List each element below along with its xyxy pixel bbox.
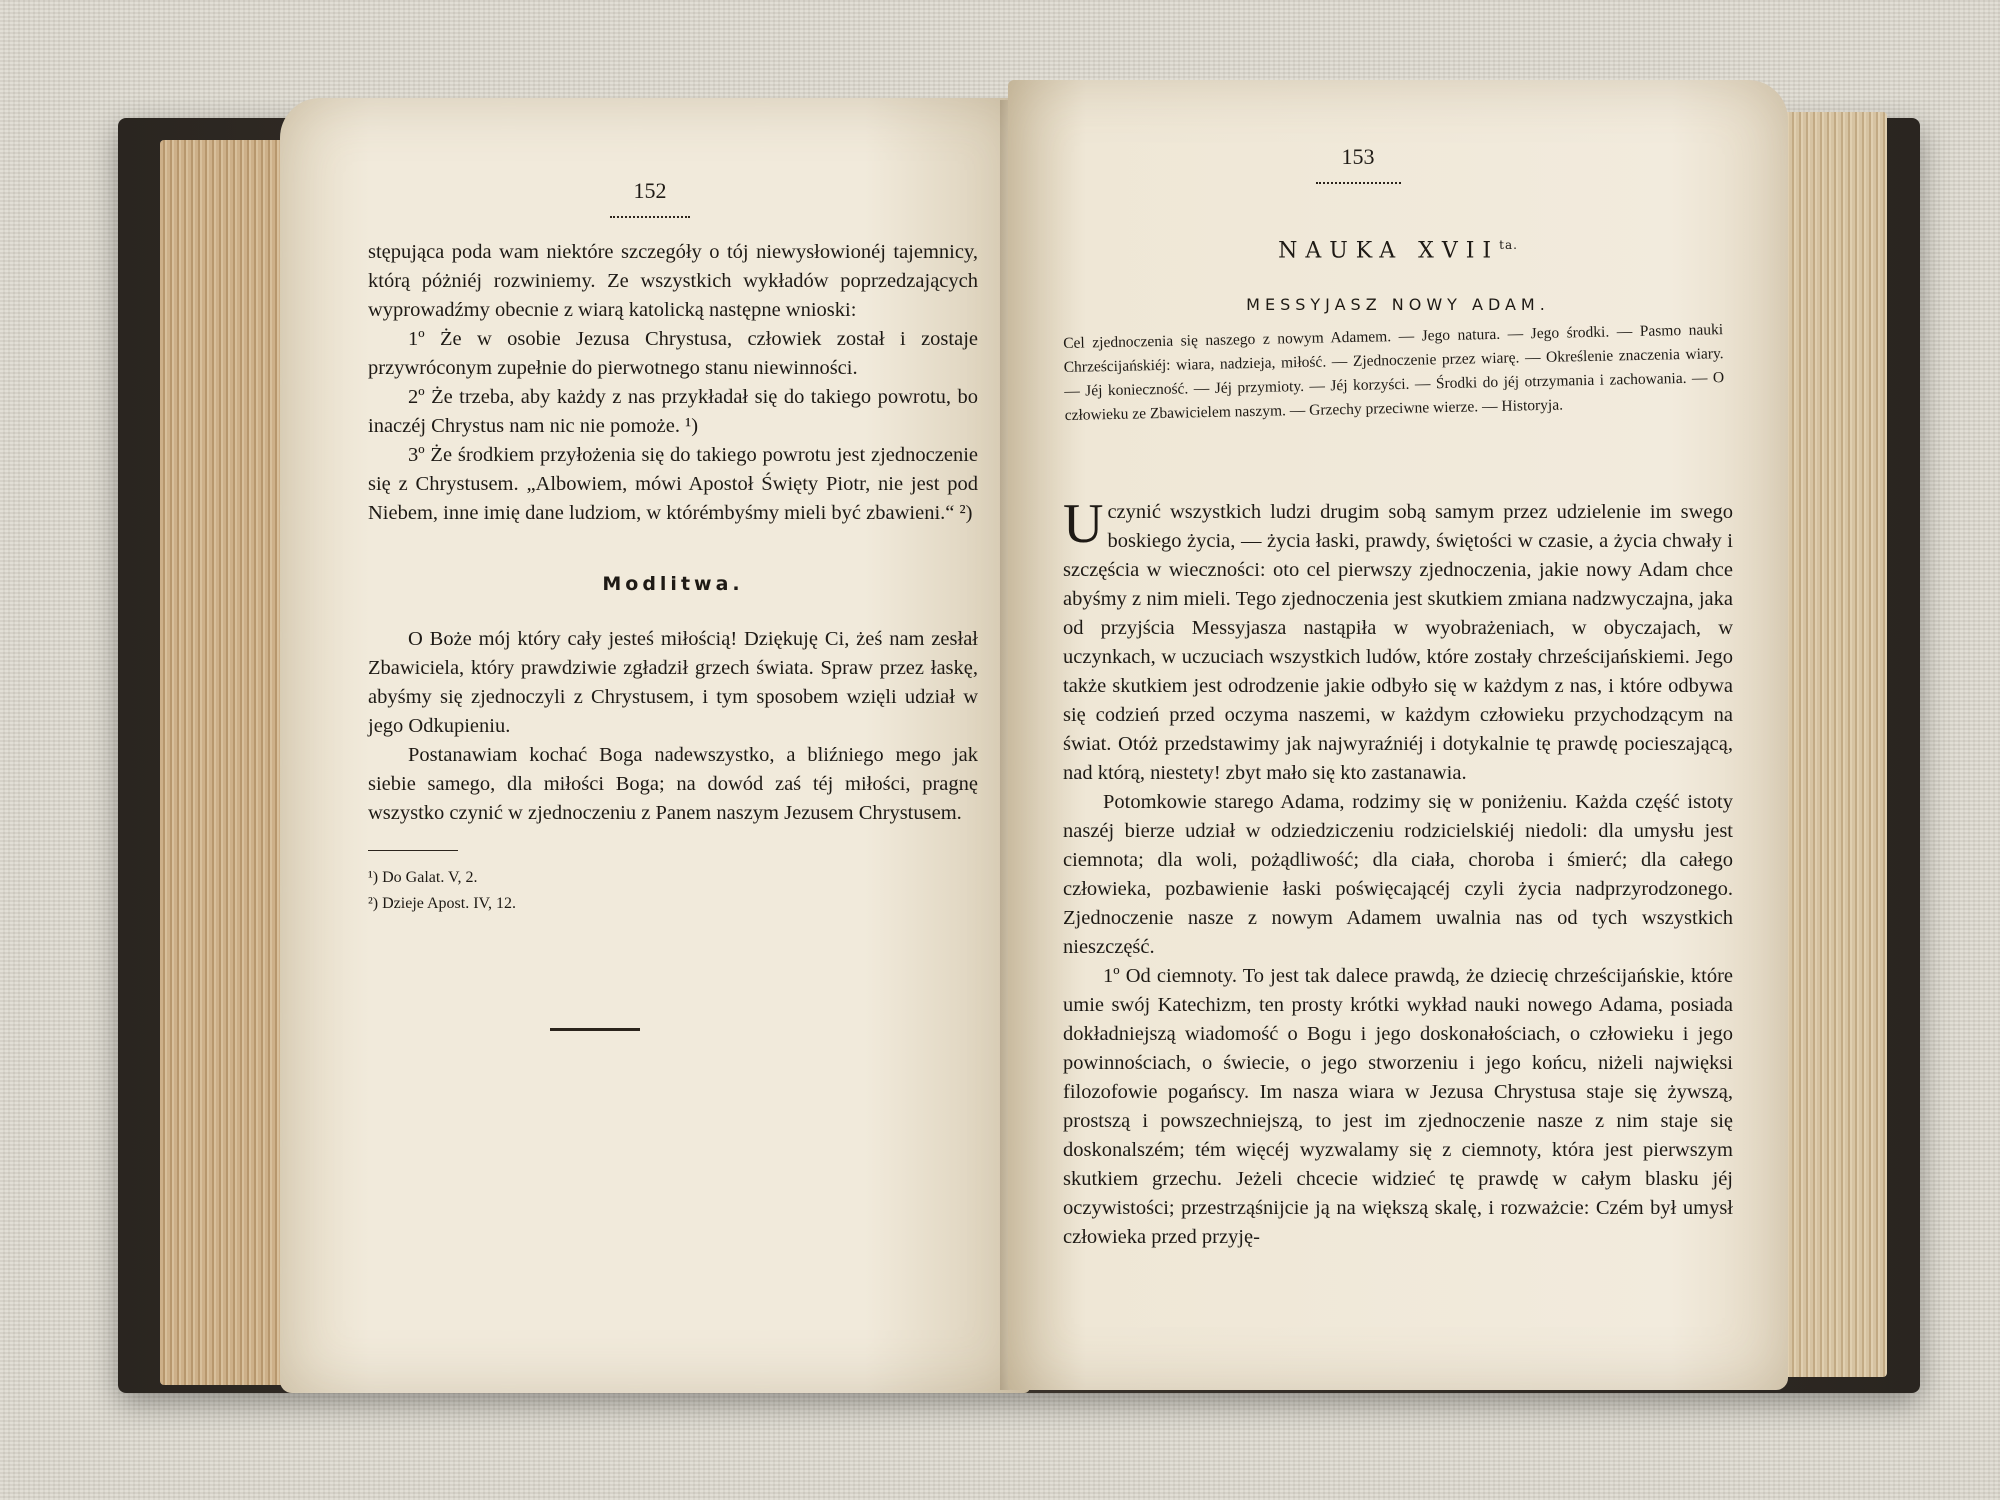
footnotes-left	[368, 865, 978, 917]
left-paragraph-4: 3º Że środkiem przyłożenia się do takiego powrotu jest zjednoczenie się z Chrystusem. „Albowiem, mówi Apostoł Święty Piotr, nie jest pod Niebem, inne imię dane ludziom, w którémbyśmy mieli być zbawieni.“ ²)	[368, 444, 978, 524]
left-page	[280, 98, 1030, 1393]
right-page-body	[1063, 493, 1733, 1252]
left-paragraph-2: 1º Że w osobie Jezusa Chrystusa, człowiek został i zostaje przywróconym zupełnie do pierwotnego stanu niewinności.	[368, 328, 978, 379]
left-page-body	[368, 238, 978, 917]
lesson-title-suffix: ta.	[1499, 238, 1518, 252]
prayer-paragraph-2: Postanawiam kochać Boga nadewszystko, a bliźniego mego jak siebie samego, dla miłości Boga; na dowód zaś téj miłości, pragnę wszystko czynić w zjednoczeniu z Panem naszym Jezusem Chrystusem.	[368, 744, 978, 824]
page-edges-left	[160, 140, 288, 1385]
lesson-summary: Cel zjednoczenia się naszego z nowym Adamem. — Jego natura. — Jego środki. — Pasmo nauki Chrześcijańskiéj: wiara, nadzieja, miłość. — Zjednoczenie przez wiarę. — Określenie znaczenia wiary. — Jéj konieczność. — Jéj przymioty. — Jéj korzyści. — Środki do jéj otrzymania i zachowania. — O człowieku ze Zbawicielem naszym. — Grzechy przeciwne wierze. — Historyja.	[1063, 321, 1725, 424]
prayer-paragraph-1: O Boże mój który cały jesteś miłością! Dziękuję Ci, żeś nam zesłał Zbawiciela, który prawdziwie zgładził grzech świata. Spraw przez łaskę, abyśmy się zjednoczyli z Chrystusem, i tym sposobem wzięli udział w jego Odkupieniu.	[368, 628, 978, 737]
end-rule	[550, 1028, 640, 1031]
left-paragraph-3: 2º Że trzeba, aby każdy z nas przykładał się do takiego powrotu, bo inaczéj Chrystus nam nic nie pomoże. ¹)	[368, 386, 978, 437]
footnote-1: ¹) Do Galat. V, 2.	[368, 869, 478, 886]
prayer-heading: Modlitwa.	[602, 573, 744, 595]
page-number-ornament-right	[1316, 176, 1401, 184]
right-paragraph-2: Potomkowie starego Adama, rodzimy się w poniżeniu. Każda część istoty naszéj bierze udział w odziedziczeniu rodzicielskiéj niedoli: dla umysłu jest ciemnota; dla woli, pożądliwość; dla ciała, choroba i śmierć; dla całego człowieka, pozbawienie łaski poświęcającéj czyli życia nadprzyrodzonego. Zjednoczenie nasze z nowym Adamem uwalnia nas od tych wszystkich nieszczęść.	[1063, 791, 1733, 958]
right-paragraph-3: 1º Od ciemnoty. To jest tak dalece prawdą, że dziecię chrześcijańskie, które umie swój Katechizm, ten prosty krótki wykład nauki nowego Adama, posiada dokładniejszą wiadomość o Bogu i jego doskonałościach, o człowieku i jego powinnościach, o świecie, o jego stworzeniu i jego końcu, niżeli najwięksi filozofowie pogańscy. Im nasza wiara w Jezusa Chrystusa staje się żywszą, prostszą i powszechniejszą, to jest im zjednoczenie nasze z nim staje się doskonalszém; tém więcéj wyzwalamy się z ciemnoty, która jest pierwszym skutkiem grzechu. Jeżeli chcecie widzieć tę prawdę w całym blasku jéj oczywistości; przestrząśnijcie ją na większą skalę, i rozważcie: Czém był umysł człowieka przed przyję-	[1063, 965, 1733, 1248]
page-edges-right	[1775, 112, 1887, 1377]
page-number-left: 152	[633, 178, 667, 203]
drop-cap: U	[1063, 493, 1104, 555]
left-paragraph-1: stępująca poda wam niektóre szczegóły o tój niewysłowionéj tajemnicy, którą póżniéj rozwiniemy. Ze wszystkich wykładów poprzedzających wyprowadźmy obecnie z wiarą katolicką następne wnioski:	[368, 241, 978, 321]
footnote-2: ²) Dzieje Apost. IV, 12.	[368, 895, 517, 912]
page-number-ornament-left	[610, 210, 690, 218]
lesson-title-text: NAUKA XVII	[1278, 238, 1500, 264]
footnote-rule	[368, 850, 458, 851]
lesson-title	[1008, 238, 1788, 263]
right-paragraph-1	[1063, 493, 1733, 788]
page-number-right: 153	[1341, 144, 1375, 169]
lesson-subtitle: MESSYJASZ NOWY ADAM.	[1246, 295, 1550, 314]
right-page	[1008, 80, 1788, 1390]
right-paragraph-1-text: czynić wszystkich ludzi drugim sobą samym przez udzielenie im swego boskiego życia, — życia łaski, prawdy, świętości w czasie, a życia chwały i szczęścia w wieczności: oto cel pierwszy zjednoczenia, jakie nowy Adam chce abyśmy z nim mieli. Tego zjednoczenia jest skutkiem zmiana nadzwyczajna, jaka od przyjścia Messyjasza nastąpiła w wyobrażeniach, w obyczajach, w uczynkach, w uczuciach wszystkich ludów, które zostały chrześcijańskiemi. Jego także skutkiem jest odrodzenie jakie odbyło się w każdym z nas, i które odbywa się codzień przed oczyma naszemi, w każdym człowieku przychodzącym na świat. Otóż przedstawimy jak najwyraźniéj i dotykalnie tę prawdę pocieszającą, nad którą, niestety! zbyt mało się kto zastanawia.	[1063, 501, 1733, 784]
